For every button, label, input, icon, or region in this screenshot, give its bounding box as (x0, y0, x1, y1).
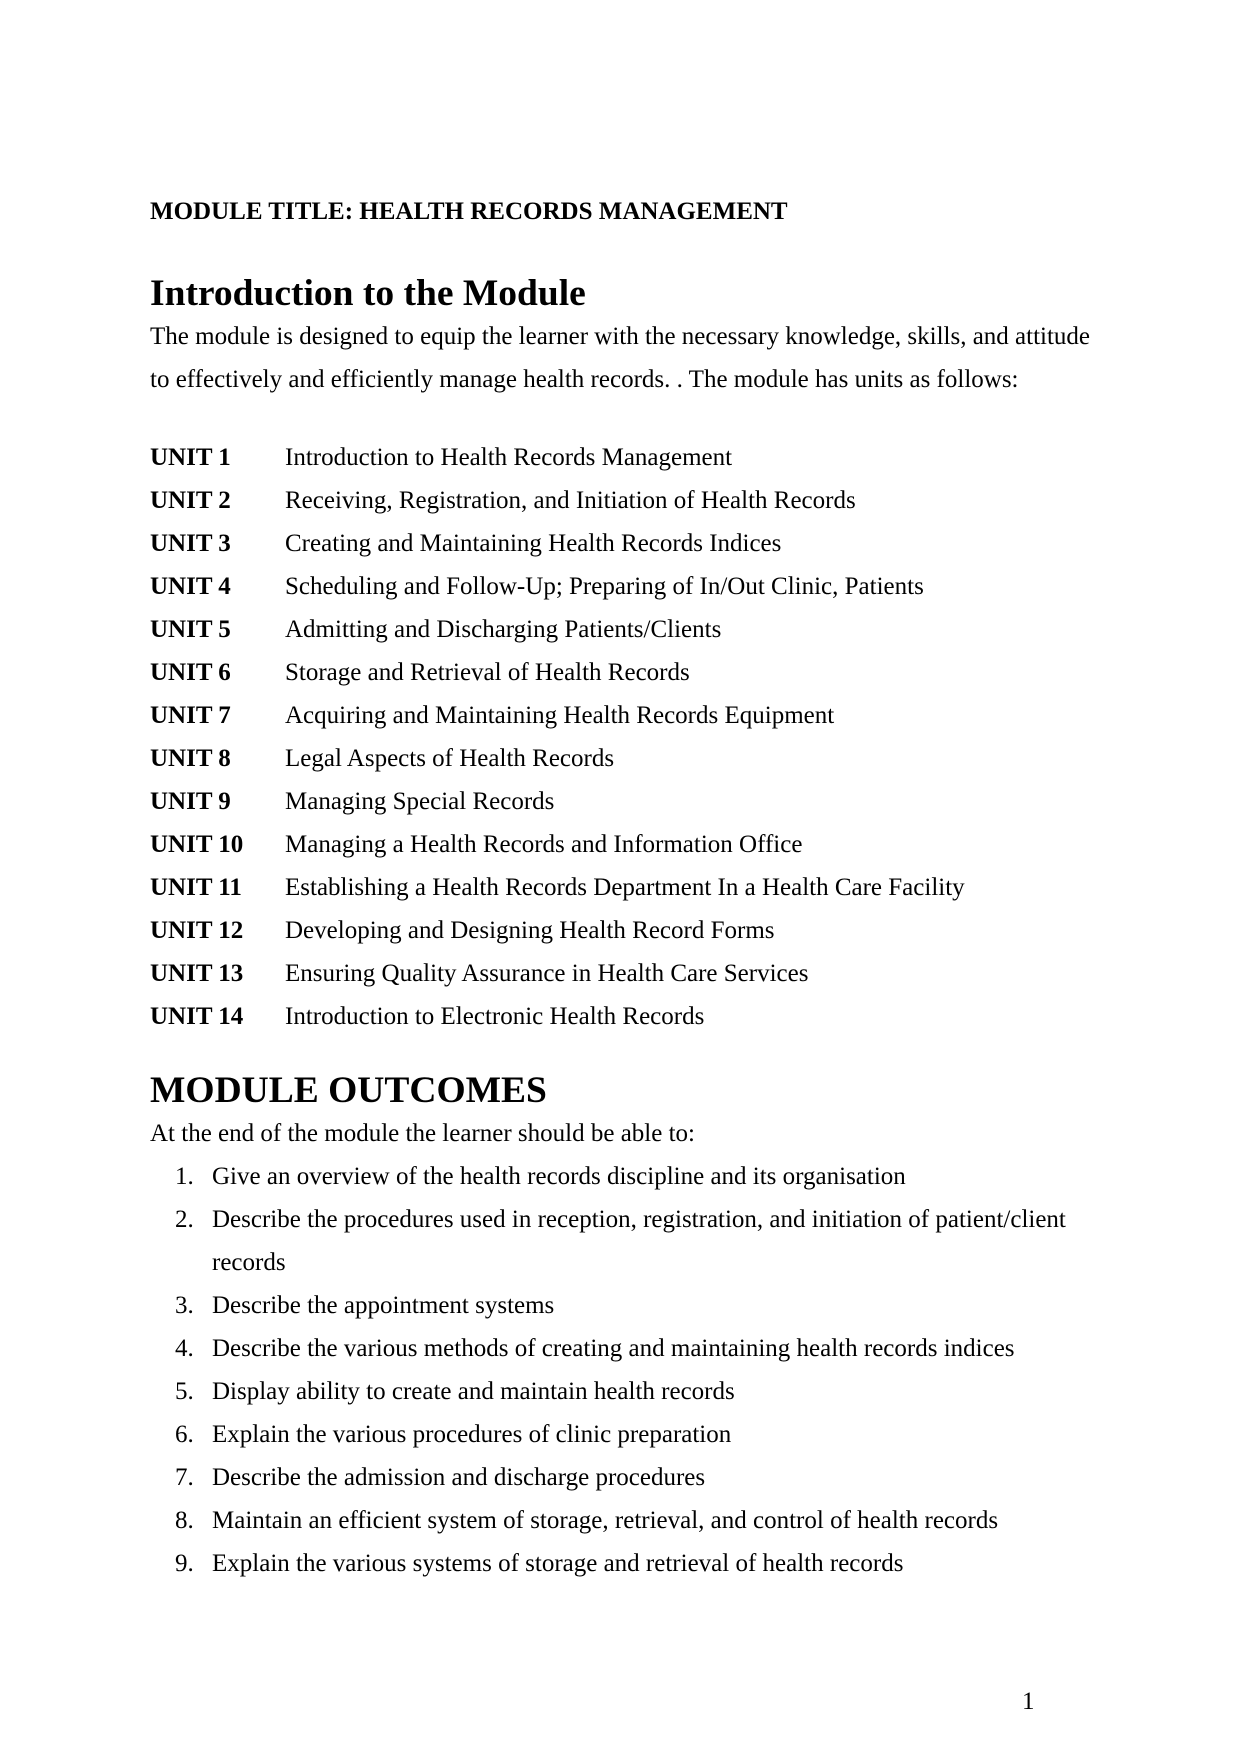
unit-label: UNIT 11 (150, 874, 242, 901)
unit-label: UNIT 8 (150, 745, 231, 772)
unit-label: UNIT 10 (150, 831, 244, 858)
intro-heading: Introduction to the Module (150, 273, 586, 314)
module-title: MODULE TITLE: HEALTH RECORDS MANAGEMENT (150, 198, 788, 225)
outcomes-heading: MODULE OUTCOMES (150, 1070, 547, 1111)
outcome-number: 6. (175, 1421, 194, 1448)
unit-row (150, 436, 1100, 479)
outcome-item (150, 1198, 1100, 1284)
unit-title: Admitting and Discharging Patients/Clients (285, 616, 722, 643)
unit-title: Storage and Retrieval of Health Records (285, 659, 690, 686)
unit-title: Developing and Designing Health Record Forms (285, 917, 775, 944)
unit-label: UNIT 3 (150, 530, 231, 557)
outcome-text: Describe the appointment systems (212, 1292, 555, 1319)
outcomes-list (150, 1155, 1100, 1585)
page-number: 1 (1022, 1688, 1035, 1715)
unit-row (150, 522, 1100, 565)
unit-row (150, 737, 1100, 780)
outcome-text: Maintain an efficient system of storage, retrieval, and control of health records (212, 1507, 999, 1534)
unit-row (150, 694, 1100, 737)
outcomes-lead: At the end of the module the learner should be able to: (150, 1120, 695, 1147)
unit-title: Ensuring Quality Assurance in Health Care Services (285, 960, 809, 987)
unit-row (150, 909, 1100, 952)
outcome-item (150, 1542, 1100, 1585)
unit-list (150, 436, 1100, 1038)
outcome-item (150, 1327, 1100, 1370)
unit-label: UNIT 2 (150, 487, 231, 514)
unit-label: UNIT 1 (150, 444, 231, 471)
unit-row (150, 479, 1100, 522)
outcome-number: 3. (175, 1292, 194, 1319)
unit-label: UNIT 12 (150, 917, 244, 944)
page-content (150, 190, 1100, 1585)
outcome-text: Describe the admission and discharge procedures (212, 1464, 706, 1491)
unit-label: UNIT 5 (150, 616, 231, 643)
unit-row (150, 823, 1100, 866)
unit-row (150, 651, 1100, 694)
outcome-item (150, 1413, 1100, 1456)
intro-paragraph: The module is designed to equip the learner with the necessary knowledge, skills, and attitude to effectively and efficiently manage health records. . The module has units as follows: (150, 323, 1091, 393)
unit-row (150, 995, 1100, 1038)
outcome-item (150, 1155, 1100, 1198)
unit-title: Establishing a Health Records Department In a Health Care Facility (285, 874, 965, 901)
unit-row (150, 952, 1100, 995)
outcome-number: 2. (175, 1206, 194, 1233)
outcome-number: 1. (175, 1163, 194, 1190)
unit-label: UNIT 4 (150, 573, 231, 600)
unit-row (150, 565, 1100, 608)
outcome-number: 8. (175, 1507, 194, 1534)
unit-title: Introduction to Health Records Management (285, 444, 733, 471)
outcome-number: 7. (175, 1464, 194, 1491)
unit-title: Managing Special Records (285, 788, 555, 815)
outcome-item (150, 1284, 1100, 1327)
outcome-text: Give an overview of the health records discipline and its organisation (212, 1163, 906, 1190)
outcome-number: 5. (175, 1378, 194, 1405)
outcome-item (150, 1456, 1100, 1499)
unit-label: UNIT 13 (150, 960, 244, 987)
unit-row (150, 608, 1100, 651)
outcome-item (150, 1370, 1100, 1413)
unit-row (150, 866, 1100, 909)
unit-title: Receiving, Registration, and Initiation of Health Records (285, 487, 856, 514)
unit-title: Legal Aspects of Health Records (285, 745, 615, 772)
unit-title: Introduction to Electronic Health Records (285, 1003, 705, 1030)
outcome-text: Explain the various systems of storage and retrieval of health records (212, 1550, 904, 1577)
unit-title: Creating and Maintaining Health Records Indices (285, 530, 782, 557)
unit-label: UNIT 7 (150, 702, 231, 729)
unit-title: Acquiring and Maintaining Health Records Equipment (285, 702, 835, 729)
outcome-number: 4. (175, 1335, 194, 1362)
outcome-number: 9. (175, 1550, 194, 1577)
unit-label: UNIT 14 (150, 1003, 244, 1030)
outcome-text: Explain the various procedures of clinic preparation (212, 1421, 732, 1448)
unit-row (150, 780, 1100, 823)
outcome-text: Describe the various methods of creating and maintaining health records indices (212, 1335, 1015, 1362)
outcome-text: Display ability to create and maintain health records (212, 1378, 735, 1405)
outcome-text: Describe the procedures used in reception, registration, and initiation of patient/client records (212, 1206, 1066, 1276)
unit-label: UNIT 6 (150, 659, 231, 686)
unit-title: Scheduling and Follow-Up; Preparing of In/Out Clinic, Patients (285, 573, 924, 600)
unit-title: Managing a Health Records and Information Office (285, 831, 803, 858)
unit-label: UNIT 9 (150, 788, 231, 815)
outcome-item (150, 1499, 1100, 1542)
